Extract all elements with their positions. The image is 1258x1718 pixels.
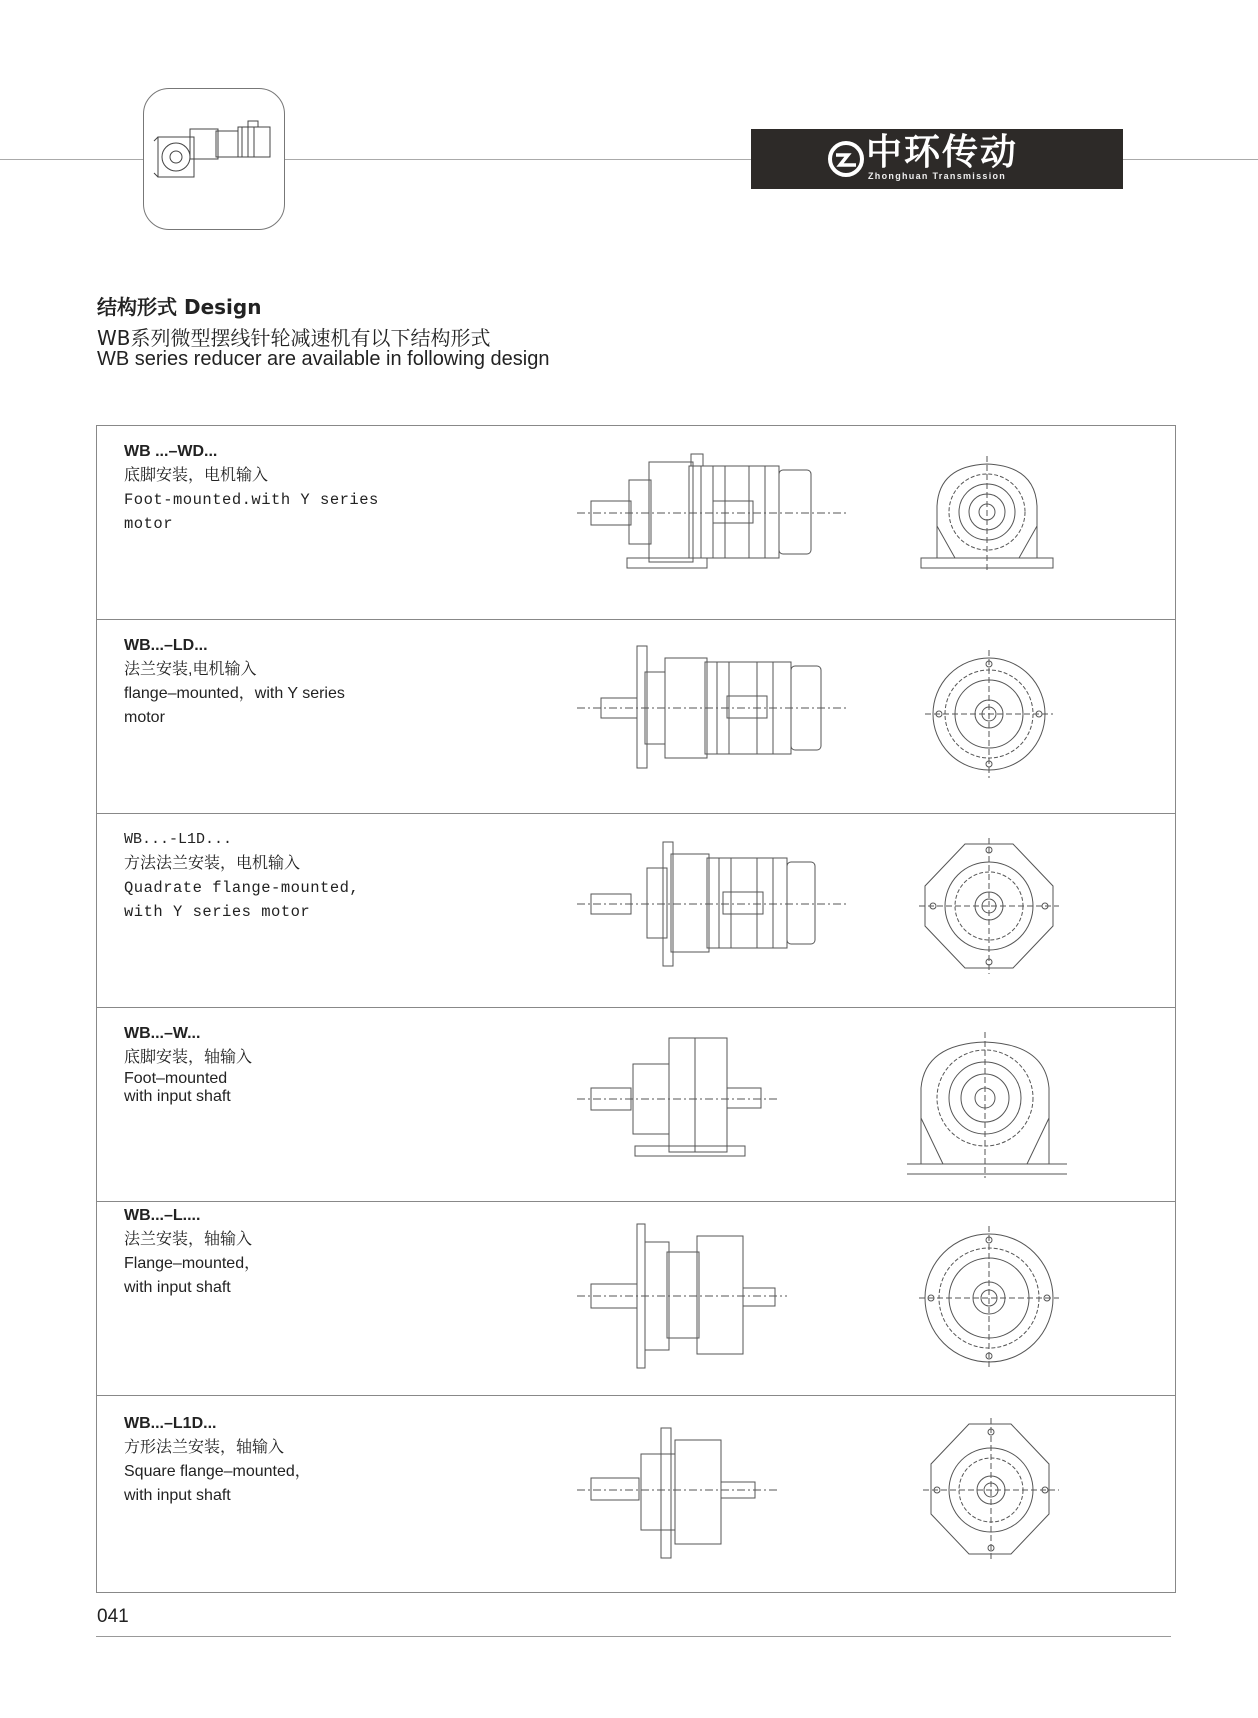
- row-desc-en-2: with Y series motor: [124, 903, 311, 921]
- front-view-drawing-icon: [907, 1202, 1067, 1396]
- row-desc-cn: 法兰安装,电机输入: [124, 661, 257, 678]
- row-text: [124, 1204, 260, 1300]
- page-number: 041: [97, 1606, 129, 1627]
- side-view-drawing-icon: [577, 620, 857, 814]
- row-desc-en-2: motor: [124, 709, 165, 726]
- design-row: [97, 1202, 1175, 1396]
- row-desc-cn: 方法法兰安装，电机输入: [124, 855, 301, 872]
- footer-rule: [96, 1636, 1171, 1637]
- row-code: WB...-L1D...: [124, 831, 233, 848]
- design-table: [96, 425, 1176, 1593]
- row-text: [124, 634, 345, 730]
- row-text: [124, 1412, 311, 1508]
- row-desc-cn: 底脚安装，轴输入: [124, 1049, 253, 1066]
- row-desc-en-1: flange–mounted，with Y series: [124, 685, 345, 702]
- brand-name-cn: 中环传动: [866, 132, 1019, 173]
- header-rule-right: [1123, 159, 1258, 160]
- design-row: [97, 1396, 1175, 1592]
- row-text: [124, 440, 379, 536]
- product-thumbnail: [143, 88, 285, 230]
- front-view-drawing-icon: [907, 814, 1067, 1008]
- row-desc-en-1: Foot-mounted.with Y series: [124, 491, 379, 509]
- section-subtitle-en: WB series reducer are available in following design: [97, 348, 550, 370]
- section-title: 结构形式 Design: [97, 295, 262, 319]
- row-code: WB...–W...: [124, 1025, 201, 1042]
- row-desc-en-1: Quadrate flange-mounted,: [124, 879, 360, 897]
- side-view-drawing-icon: [577, 1396, 857, 1590]
- row-code: WB...–L....: [124, 1207, 201, 1224]
- row-desc-cn: 方形法兰安装，轴输入: [124, 1439, 285, 1456]
- row-desc-cn: 法兰安装，轴输入: [124, 1231, 253, 1248]
- row-desc-en-1: Square flange–mounted，: [124, 1463, 311, 1480]
- section-subtitle-cn: WB系列微型摆线针轮减速机有以下结构形式: [97, 326, 491, 350]
- row-text: [124, 1022, 252, 1106]
- design-row: [97, 426, 1175, 620]
- row-text: [124, 828, 359, 924]
- side-view-drawing-icon: [577, 1202, 857, 1396]
- side-view-drawing-icon: [577, 426, 857, 620]
- row-desc-en-2: with input shaft: [124, 1487, 231, 1504]
- brand-logo-banner: [751, 129, 1123, 189]
- row-code: WB ...–WD...: [124, 443, 218, 460]
- side-view-drawing-icon: [577, 1008, 857, 1202]
- row-desc-en-1: Flange–mounted，: [124, 1255, 261, 1272]
- row-desc-cn: 底脚安装，电机输入: [124, 467, 269, 484]
- row-code: WB...–L1D...: [124, 1415, 217, 1432]
- design-row: [97, 1008, 1175, 1202]
- design-row: [97, 814, 1175, 1008]
- gear-reducer-thumbnail-icon: [144, 89, 284, 229]
- row-desc-en-2: with input shaft: [124, 1279, 231, 1296]
- row-desc-en-2: with input shaft: [124, 1088, 231, 1105]
- row-desc-en-2: motor: [124, 515, 174, 533]
- brand-name-en: Zhonghuan Transmission: [868, 171, 1007, 181]
- front-view-drawing-icon: [907, 426, 1067, 620]
- row-desc-en-1: Foot–mounted: [124, 1070, 228, 1087]
- front-view-drawing-icon: [907, 1008, 1067, 1202]
- design-row: [97, 620, 1175, 814]
- side-view-drawing-icon: [577, 814, 857, 1008]
- front-view-drawing-icon: [907, 620, 1067, 814]
- row-code: WB...–LD...: [124, 637, 208, 654]
- front-view-drawing-icon: [907, 1396, 1067, 1590]
- brand-mark-icon: [826, 139, 866, 179]
